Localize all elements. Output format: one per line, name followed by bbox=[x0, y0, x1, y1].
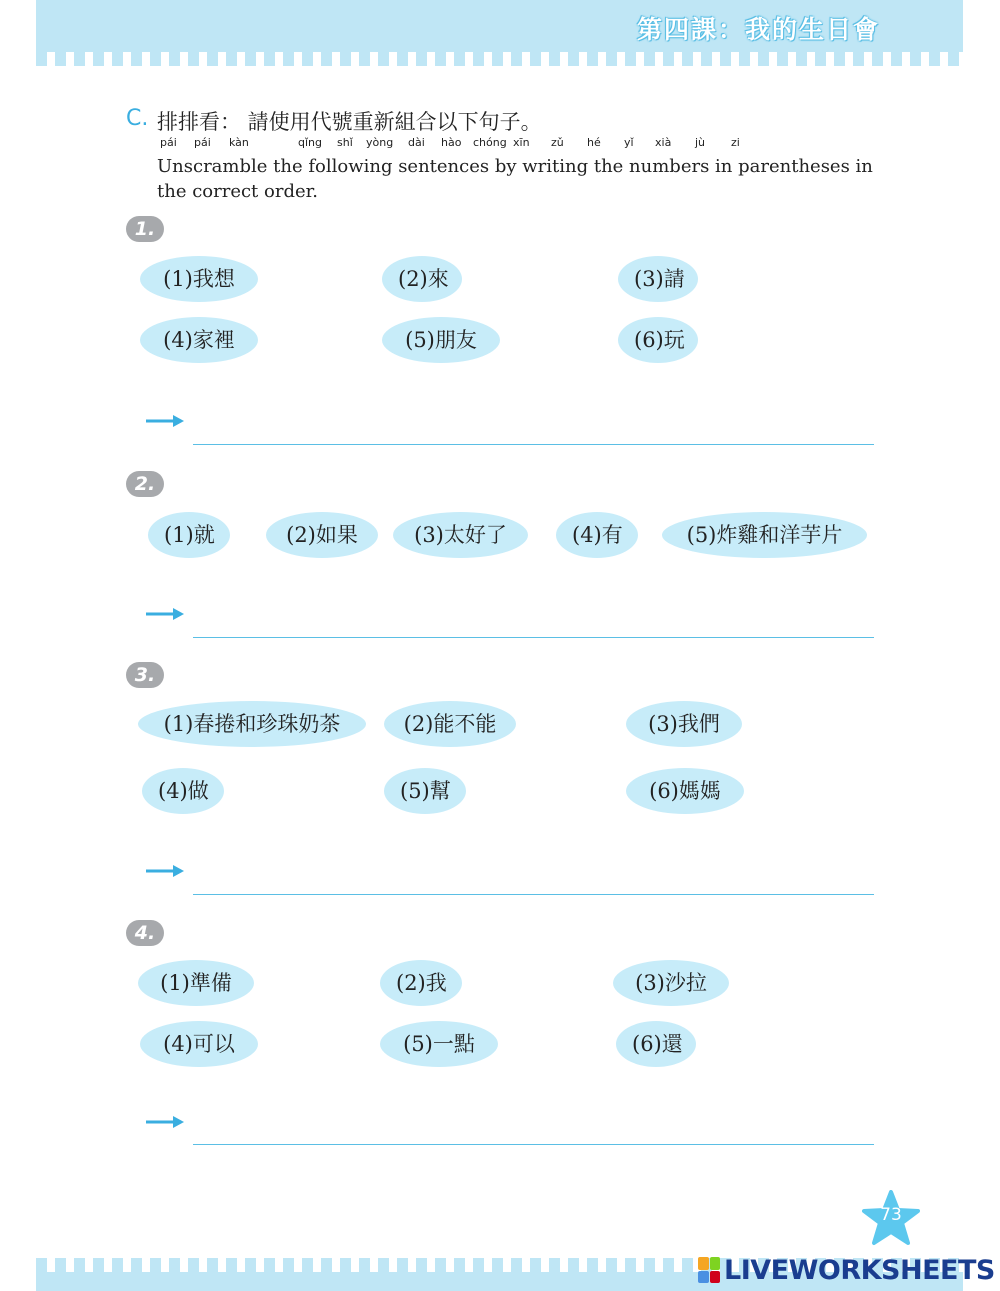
arrow-icon bbox=[146, 1115, 184, 1129]
arrow-icon bbox=[146, 864, 184, 878]
word-bubble: (6)玩 bbox=[618, 317, 698, 363]
section-letter: C. bbox=[126, 106, 149, 131]
question-number: 1. bbox=[126, 216, 164, 242]
pinyin-syllable: chóng bbox=[473, 136, 507, 149]
word-bubble: (1)春捲和珍珠奶茶 bbox=[138, 701, 366, 747]
pinyin-syllable: hào bbox=[441, 136, 462, 149]
word-bubble: (3)請 bbox=[618, 256, 698, 302]
brand-logo[interactable] bbox=[698, 1255, 995, 1285]
arrow-icon bbox=[146, 414, 184, 428]
word-bubble: (2)我 bbox=[380, 960, 462, 1006]
word-bubble: (5)朋友 bbox=[382, 317, 500, 363]
pinyin-syllable: hé bbox=[587, 136, 601, 149]
instruction-chinese: 排排看： 請使用代號重新組合以下句子。 bbox=[157, 110, 542, 134]
word-bubble: (6)媽媽 bbox=[626, 768, 744, 814]
word-bubble: (4)有 bbox=[556, 512, 638, 558]
word-bubble: (3)沙拉 bbox=[613, 960, 729, 1006]
pinyin-syllable: pái bbox=[194, 136, 211, 149]
word-bubble: (1)準備 bbox=[138, 960, 254, 1006]
word-bubble: (1)就 bbox=[148, 512, 230, 558]
pinyin-syllable: shǐ bbox=[337, 136, 353, 149]
word-bubble: (2)來 bbox=[382, 256, 462, 302]
pinyin-syllable: yòng bbox=[366, 136, 394, 149]
word-bubble: (5)幫 bbox=[384, 768, 466, 814]
word-bubble: (4)家裡 bbox=[140, 317, 258, 363]
word-bubble: (2)如果 bbox=[266, 512, 378, 558]
answer-line[interactable] bbox=[193, 894, 874, 895]
answer-line[interactable] bbox=[193, 637, 874, 638]
question-number: 2. bbox=[126, 471, 164, 497]
brand-mark-icon bbox=[698, 1257, 720, 1283]
pinyin-syllable: kàn bbox=[229, 136, 249, 149]
word-bubble: (4)做 bbox=[142, 768, 224, 814]
pinyin-syllable: jù bbox=[695, 136, 706, 149]
word-bubble: (3)太好了 bbox=[393, 512, 528, 558]
lesson-title: 第四課：我的生日會 bbox=[636, 15, 880, 44]
pinyin-syllable: pái bbox=[160, 136, 177, 149]
word-bubble: (5)一點 bbox=[380, 1021, 498, 1067]
answer-line[interactable] bbox=[193, 444, 874, 445]
pinyin-syllable: xīn bbox=[513, 136, 530, 149]
pinyin-syllable: xià bbox=[655, 136, 672, 149]
word-bubble: (2)能不能 bbox=[384, 701, 516, 747]
word-bubble: (1)我想 bbox=[140, 256, 258, 302]
instruction-english: Unscramble the following sentences by writing the numbers in parentheses in the correct order. bbox=[157, 156, 873, 202]
word-bubble: (5)炸雞和洋芋片 bbox=[662, 512, 867, 558]
page-number: 73 bbox=[880, 1205, 902, 1225]
pinyin-syllable: yǐ bbox=[624, 136, 634, 149]
pinyin-syllable: dài bbox=[408, 136, 425, 149]
pinyin-syllable: zi bbox=[731, 136, 740, 149]
pinyin-syllable: zǔ bbox=[551, 136, 564, 149]
answer-line[interactable] bbox=[193, 1144, 874, 1145]
pinyin-syllable: qǐng bbox=[298, 136, 322, 149]
brand-name: LIVEWORKSHEETS bbox=[724, 1254, 995, 1286]
header-decoration bbox=[36, 52, 963, 66]
word-bubble: (6)還 bbox=[616, 1021, 696, 1067]
question-number: 4. bbox=[126, 920, 164, 946]
word-bubble: (4)可以 bbox=[140, 1021, 258, 1067]
arrow-icon bbox=[146, 607, 184, 621]
question-number: 3. bbox=[126, 662, 164, 688]
word-bubble: (3)我們 bbox=[626, 701, 742, 747]
